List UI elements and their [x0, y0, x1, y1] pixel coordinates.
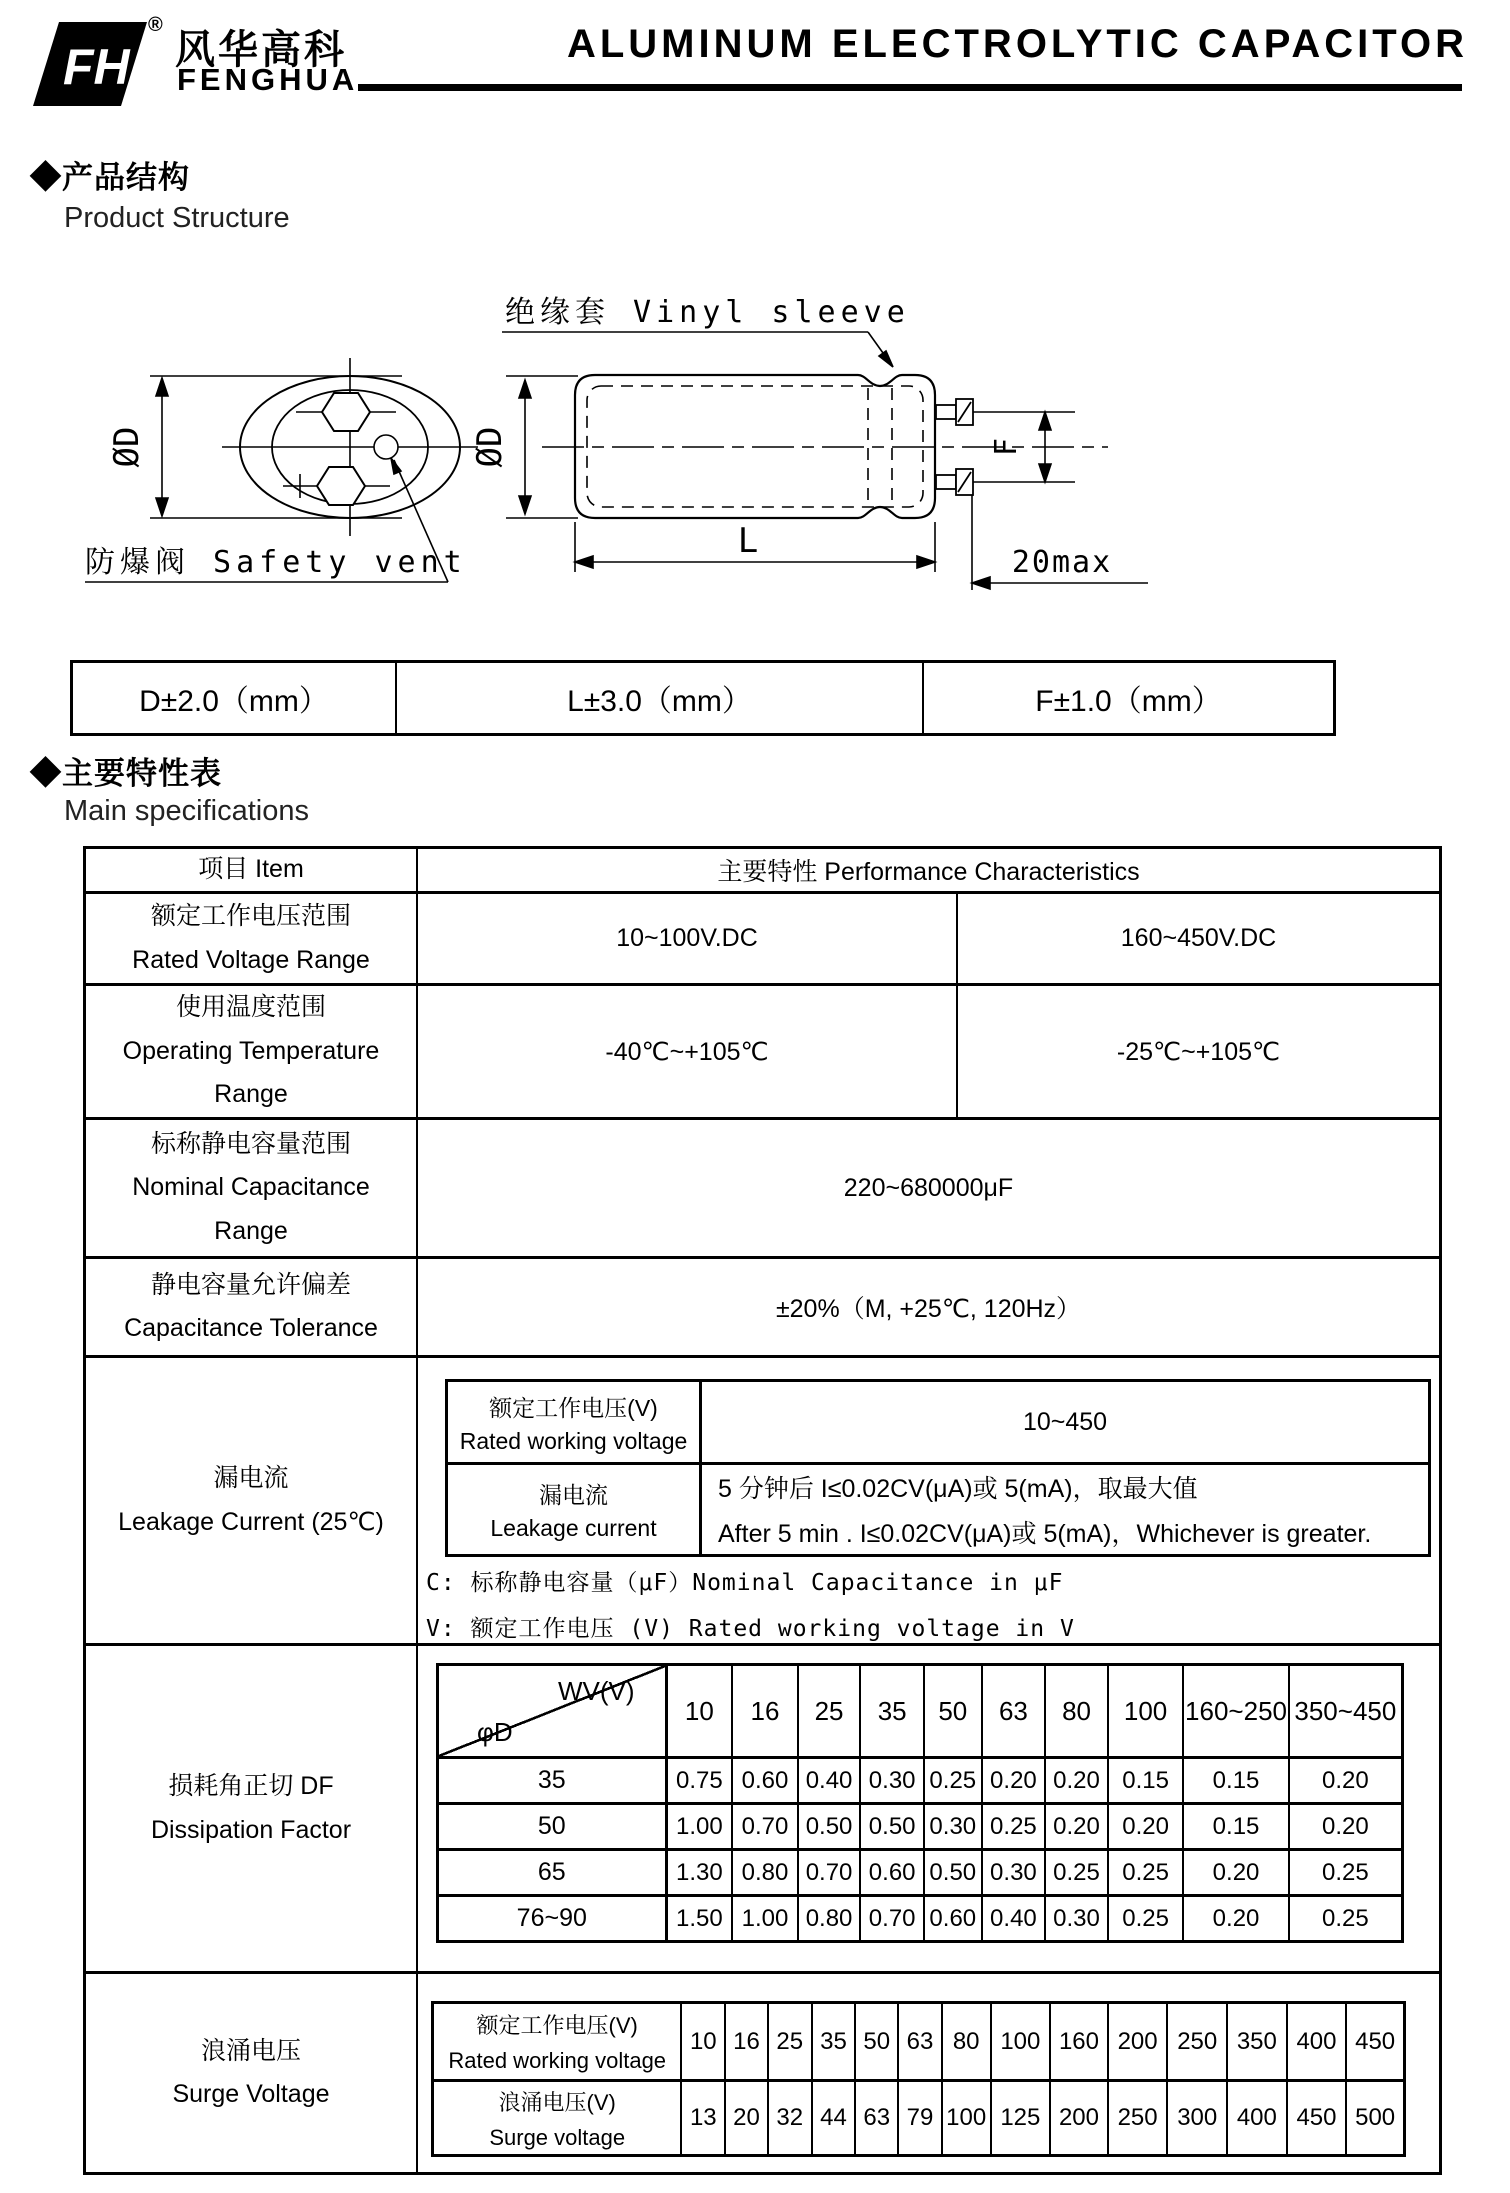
surge-value-cell: 400 [1228, 2082, 1288, 2154]
df-cell: 1.00 [733, 1897, 799, 1940]
main-specs-heading-cn: ◆主要特性表 [30, 756, 222, 791]
df-cell: 0.25 [1109, 1897, 1185, 1940]
label-en: Surge Voltage [172, 2080, 330, 2108]
df-cell: 0.20 [1321, 1766, 1369, 1794]
vinyl-sleeve-leader [502, 332, 893, 367]
label-cn: 额定工作电压范围 [150, 902, 351, 930]
label-en: Range [214, 1216, 288, 1245]
df-data-row [439, 1756, 1401, 1802]
top-view-diameter-label: ØD [107, 426, 147, 468]
df-cell: 1.00 [668, 1805, 734, 1848]
label-en: Rated working voltage [459, 1427, 688, 1454]
row-nominal-capacitance [86, 1117, 1439, 1256]
nominal-capacitance-value: 220~680000μF [843, 1173, 1014, 1202]
row-surge-voltage [86, 1971, 1439, 2172]
lead-max-label: 20max [1011, 545, 1113, 580]
surge-value-cell: 125 [992, 2082, 1052, 2154]
label-cn: 使用温度范围 [175, 993, 326, 1022]
label-cn: 额定工作电压(V) [476, 2013, 638, 2038]
label-cn: 漏电流 [539, 1482, 608, 1508]
row-label [86, 1259, 418, 1355]
df-cell: 0.50 [799, 1805, 862, 1848]
label-cn: 额定工作电压(V) [489, 1394, 658, 1421]
label-cn: 浪涌电压 [200, 2036, 301, 2065]
fenghua-logo-icon [33, 18, 153, 110]
df-row-label: 65 [439, 1851, 668, 1894]
df-cell: 0.70 [733, 1805, 799, 1848]
df-cell: 0.15 [1109, 1759, 1185, 1802]
df-cell: 0.40 [799, 1759, 862, 1802]
leakage-note-v: V: 额定工作电压 (V) Rated working voltage in V [426, 1616, 1075, 1642]
tolerance-table [70, 660, 1336, 736]
df-cell: 0.20 [1184, 1897, 1289, 1940]
surge-rated-cell: 10 [682, 2004, 726, 2079]
surge-value-cell: 20 [726, 2082, 769, 2154]
label-en: Range [214, 1080, 288, 1109]
df-cell: 0.25 [1321, 1858, 1369, 1886]
surge-value-cell: 100 [943, 2082, 992, 2154]
label-cn: 浪涌电压(V) [498, 2089, 616, 2115]
row-label [86, 1974, 418, 2172]
label-en: Dissipation Factor [150, 1815, 352, 1844]
product-structure-heading-cn: ◆产品结构 [30, 160, 190, 195]
df-col-header: 100 [1109, 1666, 1185, 1756]
surge-value-label [434, 2082, 682, 2154]
df-col-header: 63 [983, 1666, 1047, 1756]
column-header-characteristics: 主要特性 Performance Characteristics [717, 858, 1140, 886]
df-cell: 0.20 [1184, 1851, 1289, 1894]
dissipation-factor-table [436, 1663, 1404, 1943]
surge-rated-cell: 400 [1288, 2004, 1348, 2079]
df-col-header: 25 [799, 1666, 862, 1756]
lead-spacing-label: F [989, 437, 1024, 457]
product-structure-heading-en: Product Structure [64, 202, 290, 234]
df-cell: 0.75 [668, 1759, 734, 1802]
op-temp-low: -40℃~+105℃ [418, 986, 958, 1117]
label-en: Leakage current [490, 1515, 657, 1541]
op-temp-high: -25℃~+105℃ [1116, 1037, 1281, 1066]
row-capacitance-tolerance [86, 1256, 1439, 1355]
label-en: Leakage Current (25℃) [118, 1507, 384, 1536]
row-label [86, 894, 418, 983]
df-cell: 0.80 [733, 1851, 799, 1894]
df-col-header: 35 [861, 1666, 925, 1756]
label-cn: 标称静电容量范围 [150, 1129, 351, 1158]
label-en: Operating Temperature [122, 1036, 380, 1065]
df-corner-d: φD [477, 1717, 513, 1747]
df-data-row [439, 1848, 1401, 1894]
df-cell: 0.20 [1109, 1805, 1185, 1848]
row-dissipation-factor [86, 1643, 1439, 1971]
df-header-row [439, 1666, 1401, 1756]
df-corner-cell [439, 1666, 668, 1756]
main-specs-heading-en: Main specifications [64, 795, 309, 827]
capacitor-top-view [150, 358, 478, 536]
df-row-label: 50 [439, 1805, 668, 1848]
surge-rated-cell: 450 [1355, 2027, 1396, 2055]
surge-rated-label [434, 2004, 682, 2079]
row-label [86, 1120, 418, 1256]
leakage-current-spec [702, 1465, 1428, 1554]
df-cell: 0.25 [1046, 1851, 1109, 1894]
tolerance-cell-f: F±1.0（mm） [1035, 685, 1222, 718]
tolerance-cell-l: L±3.0（mm） [397, 663, 924, 733]
df-row-label: 35 [439, 1759, 668, 1802]
brand-name-en: FENGHUA [177, 62, 359, 97]
surge-rated-cell: 250 [1168, 2004, 1228, 2079]
df-cell: 1.30 [668, 1851, 734, 1894]
df-cell: 0.50 [925, 1851, 983, 1894]
df-cell: 0.15 [1184, 1805, 1289, 1848]
df-cell: 0.20 [983, 1759, 1047, 1802]
df-cell: 0.25 [983, 1805, 1047, 1848]
df-col-header: 50 [925, 1666, 983, 1756]
surge-value-row [434, 2079, 1403, 2154]
row-label [86, 1646, 418, 1971]
surge-value-cell: 200 [1051, 2082, 1109, 2154]
surge-value-cell: 300 [1168, 2082, 1228, 2154]
leakage-note-c: C: 标称静电容量（μF）Nominal Capacitance in μF [426, 1570, 1064, 1596]
surge-rated-cell: 35 [813, 2004, 857, 2079]
df-col-header: 80 [1046, 1666, 1109, 1756]
df-cell: 0.30 [925, 1805, 983, 1848]
surge-value-cell: 44 [813, 2082, 857, 2154]
df-cell: 0.25 [925, 1759, 983, 1802]
df-col-header: 160~250 [1184, 1666, 1289, 1756]
length-label: L [737, 521, 759, 561]
leakage-spec-cn: 5 分钟后 I≤0.02CV(μA)或 5(mA)，取最大值 [718, 1475, 1198, 1503]
df-cell: 0.30 [861, 1759, 925, 1802]
logo-monogram: FH [63, 39, 130, 95]
leakage-voltage-label [448, 1382, 702, 1462]
label-en: Rated Voltage Range [132, 945, 370, 974]
surge-rated-row [434, 2004, 1403, 2079]
capacitance-tolerance-value: ±20%（M, +25℃, 120Hz） [775, 1295, 1082, 1323]
title-rule [358, 84, 1462, 91]
df-cell: 0.60 [925, 1897, 983, 1940]
df-cell: 0.30 [1046, 1897, 1109, 1940]
df-cell: 0.15 [1184, 1759, 1289, 1802]
surge-rated-cell: 50 [856, 2004, 899, 2079]
surge-rated-cell: 63 [899, 2004, 943, 2079]
df-cell: 0.50 [861, 1805, 925, 1848]
tolerance-cell-d: D±2.0（mm） [73, 663, 397, 733]
rated-voltage-high: 160~450V.DC [1120, 924, 1277, 952]
column-header-item: 项目 Item [86, 849, 418, 891]
registered-mark: ® [148, 14, 163, 36]
df-col-header: 10 [668, 1666, 734, 1756]
row-label [86, 986, 418, 1117]
side-view-diameter-label: ØD [470, 426, 510, 468]
leakage-voltage-value: 10~450 [1022, 1407, 1108, 1436]
label-en: Capacitance Tolerance [124, 1314, 378, 1342]
rated-voltage-low: 10~100V.DC [418, 894, 958, 983]
df-cell: 1.50 [668, 1897, 734, 1940]
label-en: Surge voltage [489, 2124, 626, 2150]
surge-voltage-table [431, 2001, 1406, 2157]
capacitor-drawing [0, 250, 1510, 620]
specifications-table [83, 846, 1442, 2175]
row-rated-voltage [86, 891, 1439, 983]
row-operating-temperature [86, 983, 1439, 1117]
label-en: Nominal Capacitance [132, 1173, 370, 1202]
df-data-row [439, 1802, 1401, 1848]
label-cn: 静电容量允许偏差 [150, 1270, 351, 1299]
surge-rated-cell: 80 [943, 2004, 992, 2079]
df-col-header: 350~450 [1294, 1695, 1397, 1726]
df-cell: 0.70 [799, 1851, 862, 1894]
surge-rated-cell: 350 [1228, 2004, 1288, 2079]
safety-vent-label: 防爆阀 Safety vent [85, 545, 467, 580]
surge-rated-cell: 160 [1051, 2004, 1109, 2079]
df-col-header: 16 [733, 1666, 799, 1756]
safety-vent-hole [374, 435, 398, 459]
label-cn: 损耗角正切 DF [168, 1772, 334, 1800]
df-cell: 0.40 [983, 1897, 1047, 1940]
brand-name-cn: 风华高科 [175, 28, 347, 72]
row-label [86, 1358, 418, 1643]
surge-value-cell: 450 [1288, 2082, 1348, 2154]
df-cell: 0.25 [1321, 1904, 1369, 1932]
row-leakage-current [86, 1355, 1439, 1643]
surge-rated-cell: 16 [726, 2004, 769, 2079]
label-cn: 漏电流 [213, 1464, 289, 1492]
df-cell: 0.20 [1046, 1805, 1109, 1848]
surge-value-cell: 79 [899, 2082, 943, 2154]
surge-value-cell: 32 [769, 2082, 813, 2154]
page-title: ALUMINUM ELECTROLYTIC CAPACITOR [566, 22, 1468, 66]
surge-rated-cell: 100 [992, 2004, 1052, 2079]
surge-value-cell: 500 [1355, 2104, 1396, 2131]
df-cell: 0.80 [799, 1897, 862, 1940]
label-en: Rated working voltage [448, 2048, 667, 2073]
df-cell: 0.70 [861, 1897, 925, 1940]
vinyl-sleeve-label: 绝缘套 Vinyl sleeve [505, 295, 910, 330]
df-cell: 0.60 [733, 1759, 799, 1802]
df-corner-wv: WV(V) [558, 1676, 635, 1706]
plus-terminal [283, 467, 390, 505]
df-cell: 0.60 [861, 1851, 925, 1894]
df-row-label: 76~90 [439, 1897, 668, 1940]
df-data-row [439, 1894, 1401, 1940]
surge-value-cell: 250 [1109, 2082, 1169, 2154]
spec-header-row [86, 849, 1439, 891]
leakage-spec-en: After 5 min . I≤0.02CV(μA)或 5(mA)，Whichever is greater. [718, 1520, 1372, 1548]
df-cell: 0.25 [1109, 1851, 1185, 1894]
surge-value-cell: 63 [856, 2082, 899, 2154]
df-cell: 0.20 [1046, 1759, 1109, 1802]
surge-rated-cell: 200 [1109, 2004, 1169, 2079]
leakage-current-table [445, 1379, 1431, 1557]
leakage-current-label [448, 1465, 702, 1554]
surge-rated-cell: 25 [769, 2004, 813, 2079]
df-cell: 0.20 [1321, 1812, 1369, 1840]
df-cell: 0.30 [983, 1851, 1047, 1894]
minus-terminal [296, 393, 396, 431]
surge-value-cell: 13 [682, 2082, 726, 2154]
